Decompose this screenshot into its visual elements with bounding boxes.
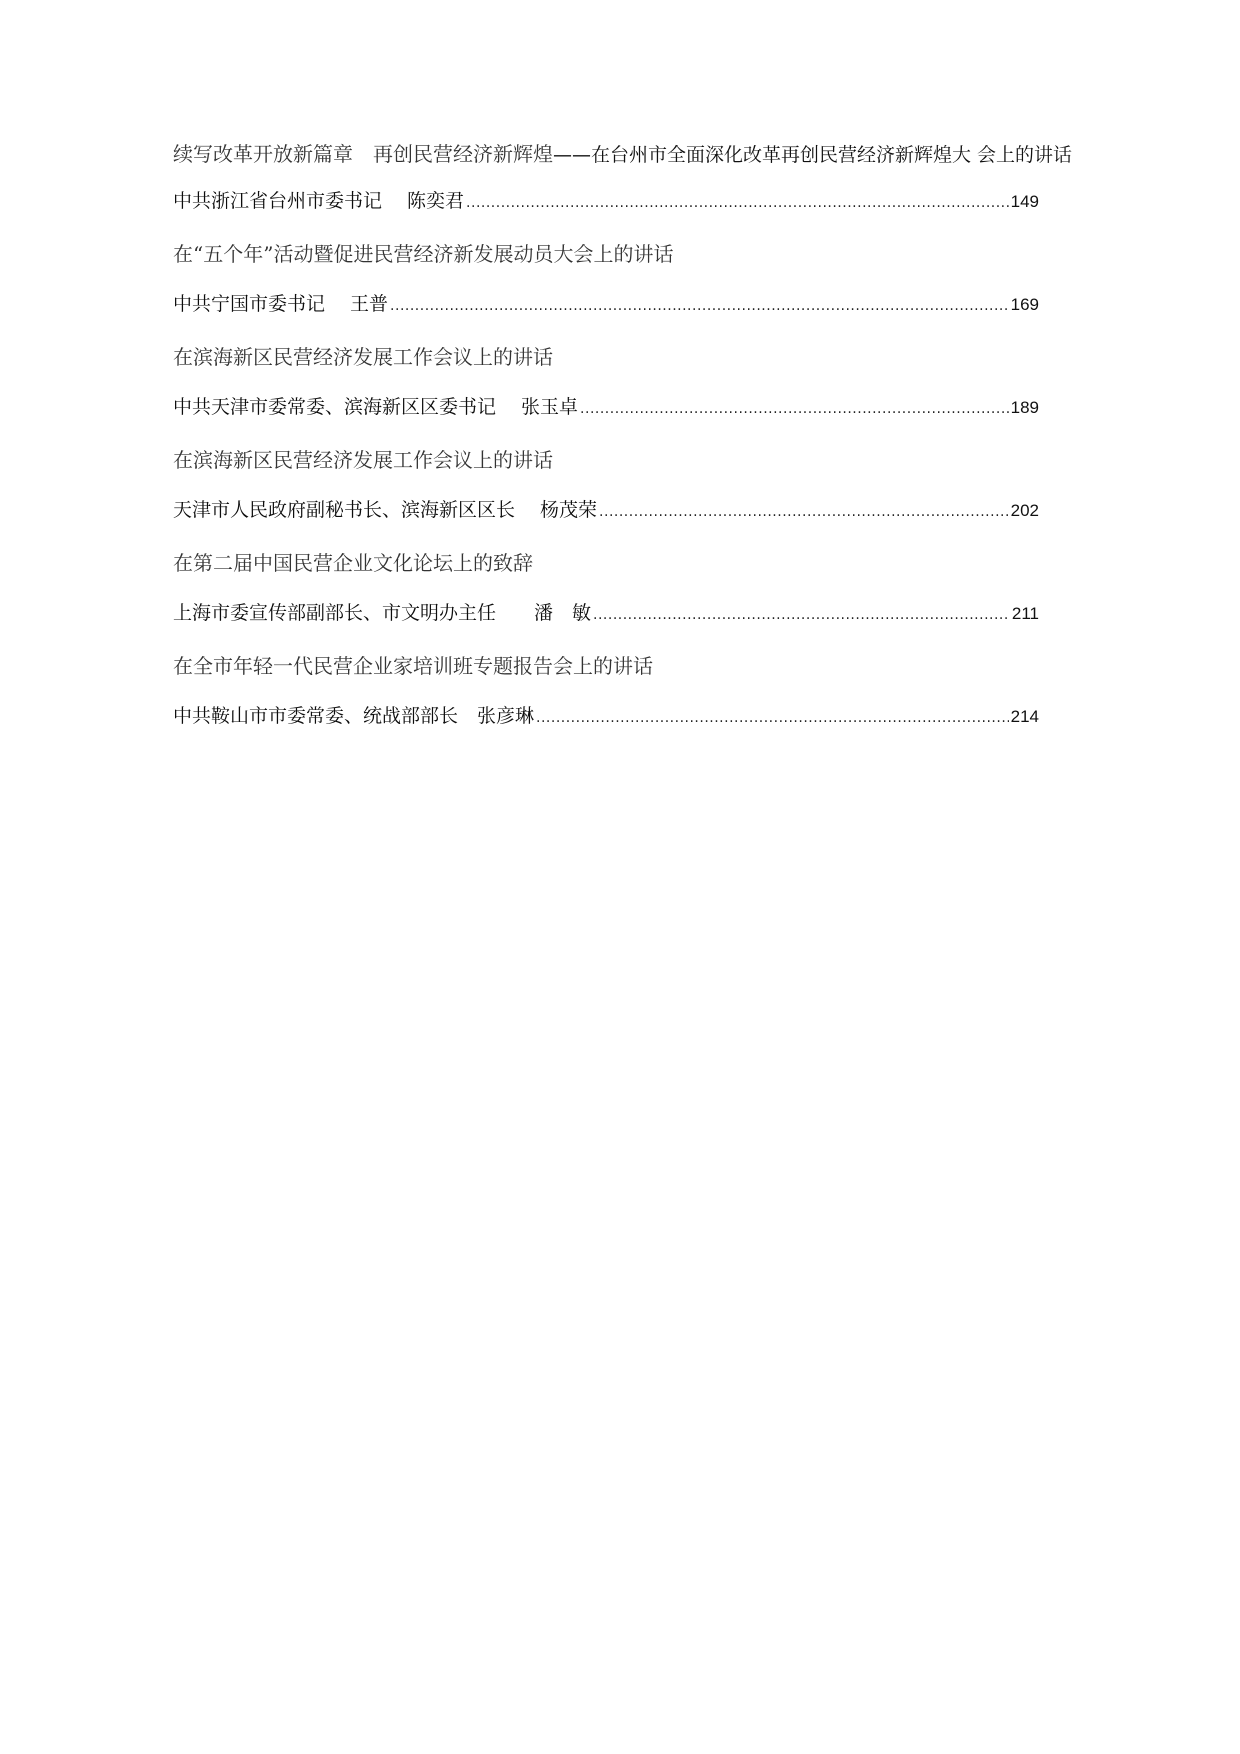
- toc-entry-page-number: 211: [1011, 604, 1039, 623]
- toc-entry: [173, 240, 1093, 320]
- toc-entry-author: 中共天津市委常委、滨海新区区委书记 张玉卓: [173, 396, 579, 418]
- toc-entry: [173, 549, 1093, 629]
- toc-entry-title-subtitle: ——在台州市全面深化改革再创民营经济新辉煌大 会上的讲话: [553, 144, 1073, 166]
- toc-entry-author-line[interactable]: [173, 187, 1039, 217]
- dot-leader: [593, 601, 1010, 629]
- toc-entry-page-number: 149: [1010, 192, 1039, 211]
- toc-entry-author: 上海市委宣传部副部长、市文明办主任 潘 敏: [173, 602, 592, 624]
- toc-entry-title-main: 在滨海新区民营经济发展工作会议上的讲话: [173, 345, 553, 369]
- dot-leader: [580, 395, 1009, 423]
- toc-entry-author-line[interactable]: [173, 290, 1039, 320]
- toc-entry-author: 中共鞍山市市委常委、统战部部长 张彦琳: [173, 705, 535, 727]
- toc-entry-title-main: 续写改革开放新篇章 再创民营经济新辉煌: [173, 142, 553, 166]
- dot-leader: [390, 292, 1009, 320]
- toc-entry-author: 中共宁国市委书记 王普: [173, 293, 389, 315]
- toc-entry-page-number: 169: [1010, 295, 1039, 314]
- toc-entry-title-main: 在第二届中国民营企业文化论坛上的致辞: [173, 551, 533, 575]
- dot-leader: [599, 498, 1009, 526]
- toc-entry: [173, 140, 1093, 217]
- toc-entry-page-number: 189: [1010, 398, 1039, 417]
- toc-entry-title: [173, 549, 1093, 577]
- table-of-contents: [173, 140, 1093, 755]
- toc-entry: [173, 343, 1093, 423]
- toc-entry-author-line[interactable]: [173, 599, 1039, 629]
- toc-entry-author-line[interactable]: [173, 702, 1039, 732]
- toc-entry-author-line[interactable]: [173, 393, 1039, 423]
- dot-leader: [536, 704, 1009, 732]
- toc-entry-title: [173, 652, 1093, 680]
- toc-entry-page-number: 214: [1010, 707, 1039, 726]
- toc-entry-title: [173, 240, 1093, 268]
- toc-entry-title-main: 在滨海新区民营经济发展工作会议上的讲话: [173, 448, 553, 472]
- toc-entry-author: 天津市人民政府副秘书长、滨海新区区长 杨茂荣: [173, 499, 598, 521]
- dot-leader: [466, 189, 1009, 217]
- toc-entry-title: [173, 140, 1093, 170]
- toc-entry: [173, 446, 1093, 526]
- toc-entry-author: 中共浙江省台州市委书记 陈奕君: [173, 190, 465, 212]
- toc-entry-page-number: 202: [1010, 501, 1039, 520]
- toc-entry: [173, 652, 1093, 732]
- toc-entry-title-main: 在全市年轻一代民营企业家培训班专题报告会上的讲话: [173, 654, 653, 678]
- toc-entry-title: [173, 343, 1093, 371]
- toc-entry-title: [173, 446, 1093, 474]
- toc-entry-title-main: 在“五个年”活动暨促进民营经济新发展动员大会上的讲话: [173, 242, 674, 266]
- toc-entry-author-line[interactable]: [173, 496, 1039, 526]
